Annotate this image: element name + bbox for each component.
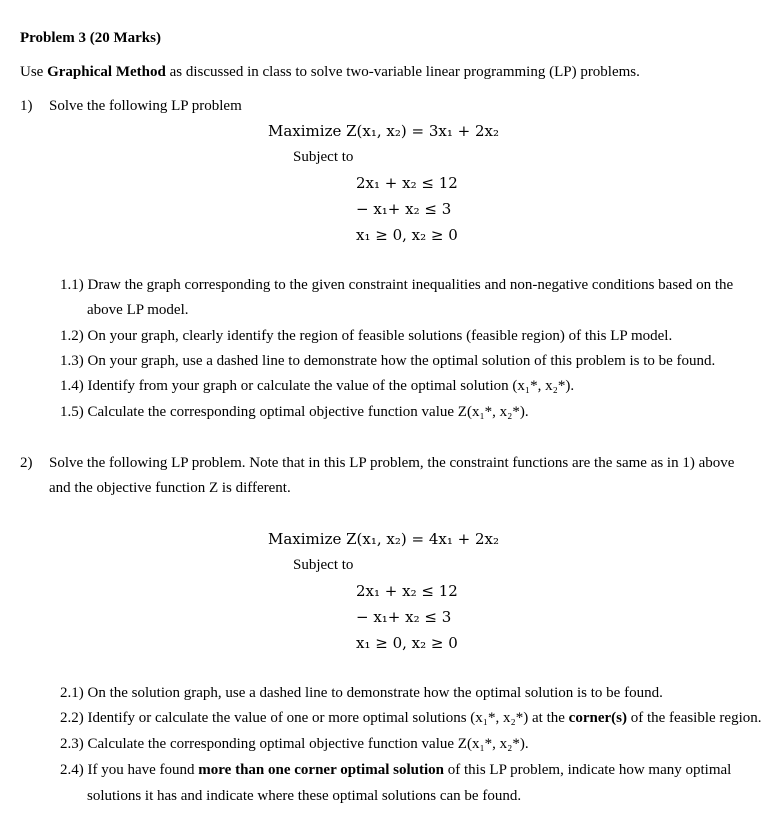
q2-2-pre: 2.2) Identify or calculate the value of one or more optimal solutions (x₁*, x₂*) at the: [60, 710, 569, 726]
question-2-4-line1: [60, 761, 731, 779]
question-2-2: [60, 709, 762, 727]
q2-2-post: of the feasible region.: [626, 710, 762, 726]
question-1-3: 1.3) On your graph, use a dashed line to demonstrate how the optimal solution of this problem is to be found.: [60, 353, 716, 369]
q2-4-pre: 2.4) If you have found: [60, 762, 199, 778]
part1-constraint-3: x₁ ≥ 0, x₂ ≥ 0: [356, 226, 458, 244]
question-2-1: 2.1) On the solution graph, use a dashed line to demonstrate how the optimal solution is to be found.: [60, 685, 663, 701]
question-1-1-line2: above LP model.: [87, 302, 189, 318]
intro-pre: Use: [20, 64, 48, 80]
question-1-5: 1.5) Calculate the corresponding optimal objective function value Z(x₁*, x₂*).: [60, 404, 529, 420]
q2-2-bold: corner(s): [568, 710, 627, 726]
problem-intro: [20, 63, 640, 81]
part2-heading-line1: Solve the following LP problem. Note that in this LP problem, the constraint functions are the same as in 1) above: [49, 455, 735, 471]
intro-bold: Graphical Method: [47, 64, 166, 80]
question-1-2: 1.2) On your graph, clearly identify the region of feasible solutions (feasible region) of this LP model.: [60, 328, 673, 344]
part2-constraint-2: − x₁+ x₂ ≤ 3: [356, 608, 452, 626]
part1-constraint-2: − x₁+ x₂ ≤ 3: [356, 200, 452, 218]
problem-title: Problem 3 (20 Marks): [20, 30, 161, 46]
part2-subject-to: Subject to: [293, 557, 354, 573]
part1-heading: Solve the following LP problem: [49, 98, 242, 114]
part1-number: 1): [20, 98, 33, 114]
part2-constraint-3: x₁ ≥ 0, x₂ ≥ 0: [356, 634, 458, 652]
part2-heading-line2: and the objective function Z is different.: [49, 480, 291, 496]
part2-constraint-1: 2x₁ + x₂ ≤ 12: [356, 582, 458, 600]
part2-number: 2): [20, 455, 33, 471]
question-1-4: 1.4) Identify from your graph or calculate the value of the optimal solution (x₁*, x₂*).: [60, 378, 575, 394]
question-1-1-line1: 1.1) Draw the graph corresponding to the given constraint inequalities and non-negative conditions based on the: [60, 277, 734, 293]
part1-objective: Maximize Z(x₁, x₂) = 3x₁ + 2x₂: [268, 122, 499, 140]
part1-subject-to: Subject to: [293, 149, 354, 165]
intro-post: as discussed in class to solve two-variable linear programming (LP) problems.: [165, 64, 640, 80]
question-2-3: 2.3) Calculate the corresponding optimal objective function value Z(x₁*, x₂*).: [60, 736, 529, 752]
part1-constraint-1: 2x₁ + x₂ ≤ 12: [356, 174, 458, 192]
part2-objective: Maximize Z(x₁, x₂) = 4x₁ + 2x₂: [268, 530, 499, 548]
q2-4-bold: more than one corner optimal solution: [198, 762, 444, 778]
question-2-4-line2: solutions it has and indicate where these optimal solutions can be found.: [87, 788, 522, 804]
q2-4-post: of this LP problem, indicate how many optimal: [444, 762, 732, 778]
